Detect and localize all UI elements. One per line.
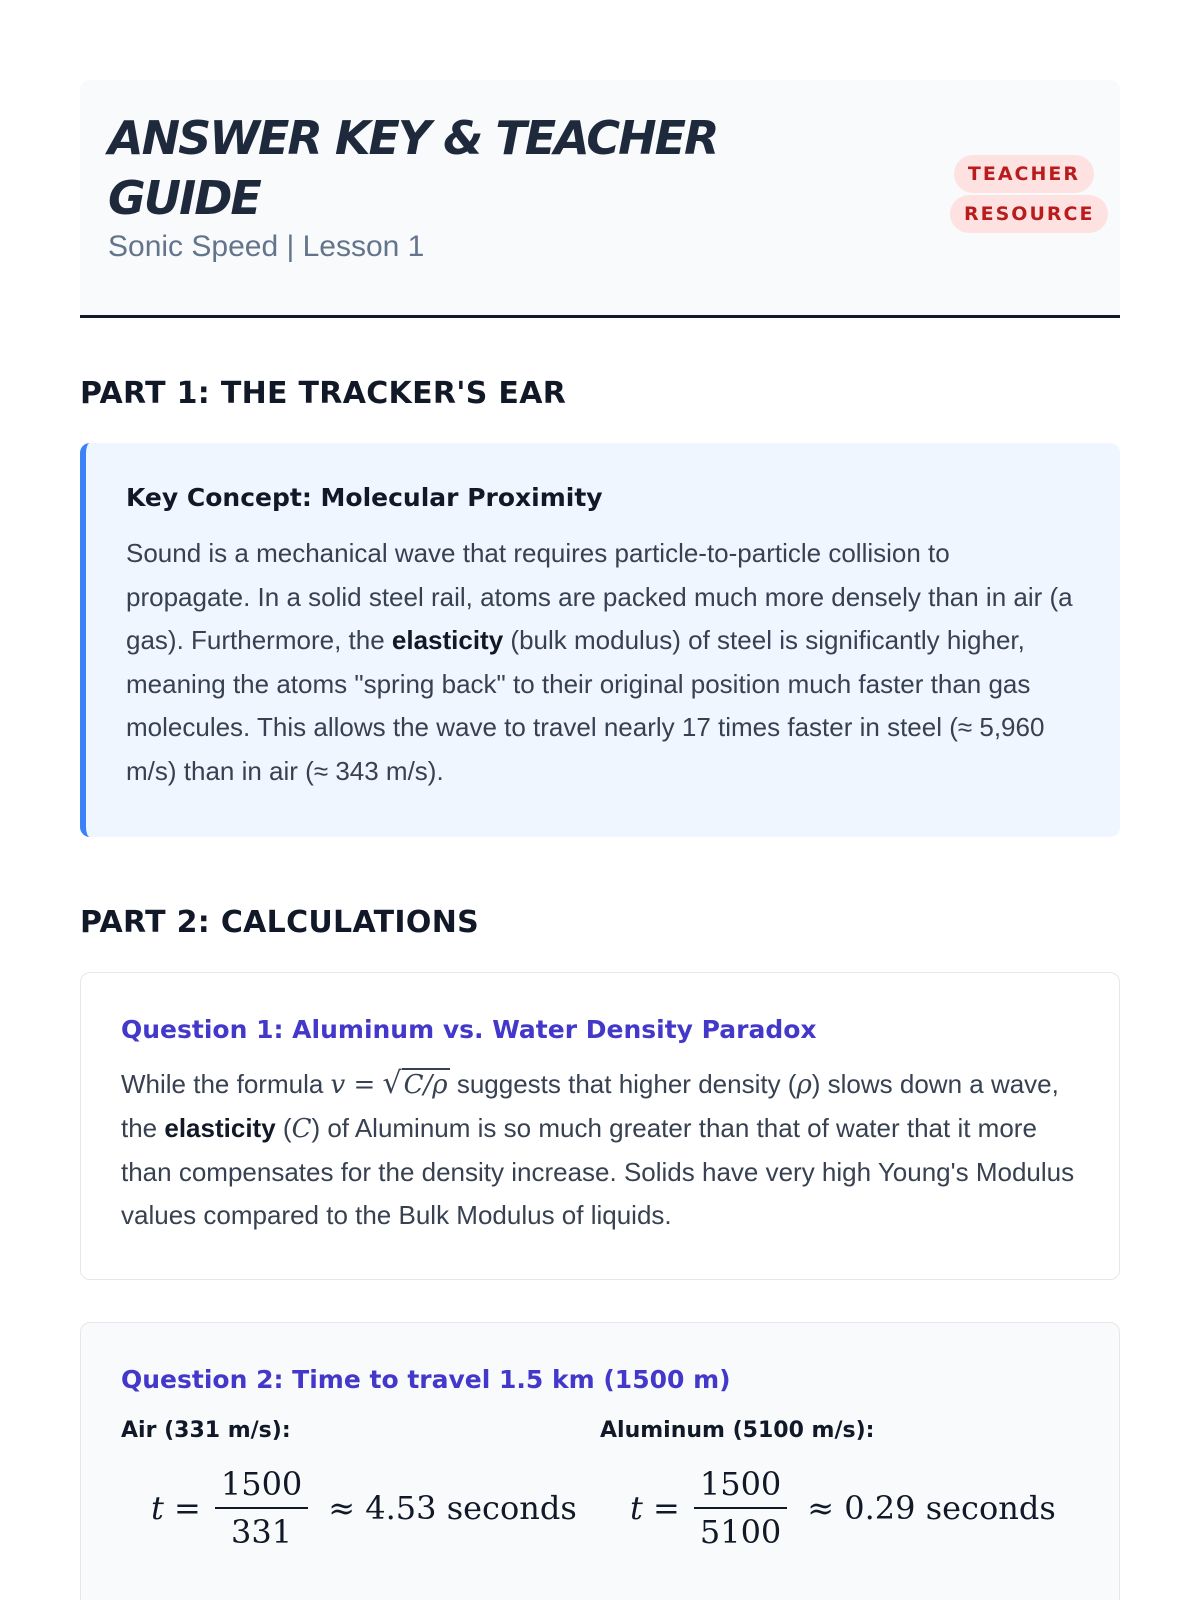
q1-bold-elasticity: elasticity: [164, 1113, 276, 1143]
al-equals: =: [653, 1489, 680, 1527]
aluminum-label: Aluminum (5100 m/s):: [600, 1418, 875, 1443]
q1-text-5: ) of Aluminum is so much greater than that of water that it more than compensates for the density increase. Solids have very high Young's Modulus values compared to the Bulk Modulus of liquids.: [121, 1113, 1075, 1230]
air-result: ≈ 4.53 seconds: [328, 1489, 577, 1527]
air-time-var: t: [151, 1489, 164, 1527]
air-calculation: [121, 1418, 600, 1551]
sqrt-radicand: C/ρ: [403, 1070, 448, 1100]
concept-text-a: Sound is a mechanical wave that requires particle-to-particle collision to propagate. In a solid steel rail, atoms are packed much more densely than in air (a gas). Furthermore, the: [126, 538, 1073, 655]
part2-heading: PART 2: CALCULATIONS: [80, 905, 480, 940]
key-concept-box: [80, 443, 1120, 837]
badge-label: TEACHER RESOURCE: [950, 155, 1108, 233]
q1-text-2: suggests that higher density (: [449, 1069, 797, 1099]
air-denominator: 331: [231, 1513, 293, 1551]
aluminum-fraction: [694, 1465, 787, 1551]
key-concept-text: [126, 532, 1080, 793]
part1-heading: PART 1: THE TRACKER'S EAR: [80, 376, 567, 411]
air-equals: =: [174, 1489, 201, 1527]
air-numerator: 1500: [215, 1465, 308, 1509]
teacher-resource-badge: [950, 154, 1094, 234]
q1-text-3: ) slows down a wave, the: [121, 1069, 1059, 1143]
q1-text-1: While the formula: [121, 1069, 331, 1099]
question-1-card: [80, 972, 1120, 1280]
calculation-row: [121, 1418, 1079, 1551]
question-2-title: Question 2: Time to travel 1.5 km (1500 m): [121, 1365, 731, 1394]
aluminum-denominator: 5100: [699, 1513, 782, 1551]
question-1-title: Question 1: Aluminum vs. Water Density Paradox: [121, 1015, 817, 1044]
sqrt-symbol-icon: √: [382, 1066, 402, 1101]
al-time-var: t: [630, 1489, 643, 1527]
rho-symbol: ρ: [796, 1070, 812, 1100]
concept-bold-elasticity: elasticity: [391, 625, 504, 655]
q1-text-4: (: [275, 1113, 292, 1143]
formula-lhs: v =: [330, 1070, 376, 1100]
guide-header: [80, 80, 1120, 318]
c-symbol: C: [291, 1114, 312, 1144]
page-subtitle: Sonic Speed | Lesson 1: [108, 230, 425, 263]
air-fraction: [215, 1465, 308, 1551]
air-label: Air (331 m/s):: [121, 1418, 291, 1443]
aluminum-calculation: [600, 1418, 1079, 1551]
sqrt-formula: [383, 1062, 450, 1107]
page-title: ANSWER KEY & TEACHER GUIDE: [108, 111, 718, 225]
concept-text-b: (bulk modulus) of steel is significantly higher, meaning the atoms "spring back" to their original position much faster than gas molecules. This allows the wave to travel nearly 17 times faster in steel (≈ 5,960 m/s) than in air (≈ 343 m/s).: [126, 625, 1045, 786]
question-2-card: [80, 1322, 1120, 1600]
aluminum-result: ≈ 0.29 seconds: [807, 1489, 1056, 1527]
question-1-answer: [121, 1062, 1079, 1237]
aluminum-numerator: 1500: [694, 1465, 787, 1509]
aluminum-equation: [600, 1465, 1079, 1551]
air-equation: [121, 1465, 600, 1551]
key-concept-title: Key Concept: Molecular Proximity: [126, 483, 603, 512]
